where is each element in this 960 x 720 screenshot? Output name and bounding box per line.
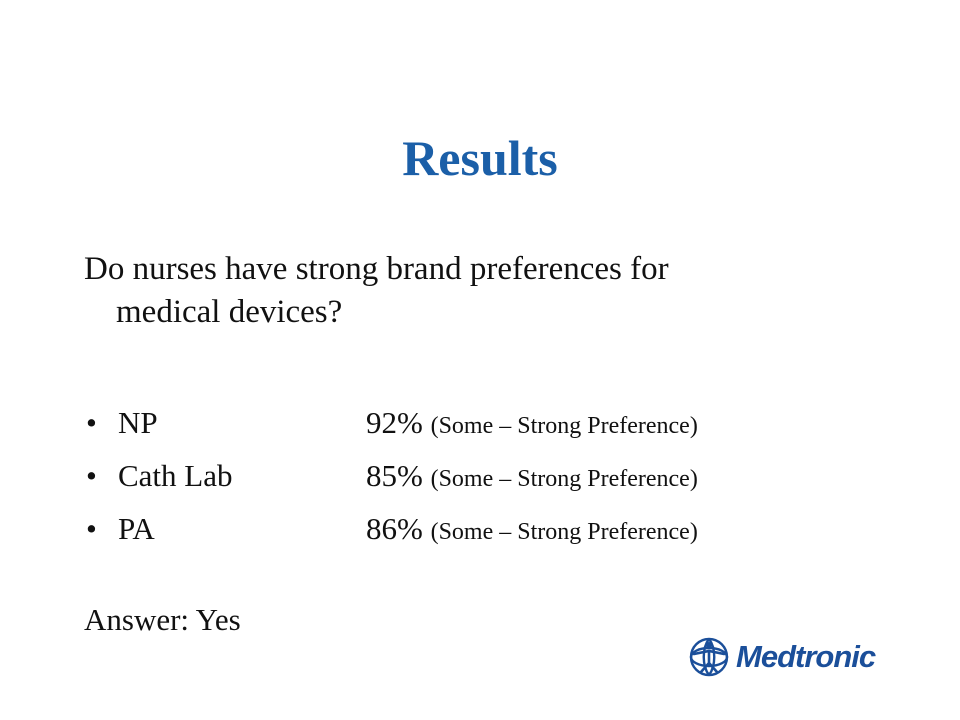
question-line-2: medical devices? — [116, 294, 343, 330]
bullet-percent: 92% — [366, 405, 423, 440]
medtronic-logo — [686, 634, 892, 680]
bullet-marker: • — [86, 458, 97, 493]
medtronic-figure-icon — [686, 634, 732, 680]
answer-text: Answer: Yes — [84, 602, 241, 637]
bullet-label: PA — [118, 511, 155, 546]
bullet-percent: 86% — [366, 511, 423, 546]
bullet-label: NP — [118, 405, 158, 440]
question-text — [84, 248, 884, 334]
bullet-note: (Some – Strong Preference) — [430, 466, 698, 492]
logo-wordmark: Medtronic — [736, 639, 876, 674]
question-line-1: Do nurses have strong brand preferences for — [84, 251, 669, 287]
bullet-marker: • — [86, 405, 97, 440]
bullet-percent: 85% — [366, 458, 423, 493]
bullet-marker: • — [86, 511, 97, 546]
bullet-note: (Some – Strong Preference) — [430, 519, 698, 545]
bullet-percent-group — [366, 401, 698, 448]
bullet-percent-group — [366, 507, 698, 554]
bullet-label: Cath Lab — [118, 458, 233, 493]
bullet-percent-group — [366, 454, 698, 501]
slide-title: Results — [402, 130, 558, 186]
bullet-note: (Some – Strong Preference) — [430, 413, 698, 439]
